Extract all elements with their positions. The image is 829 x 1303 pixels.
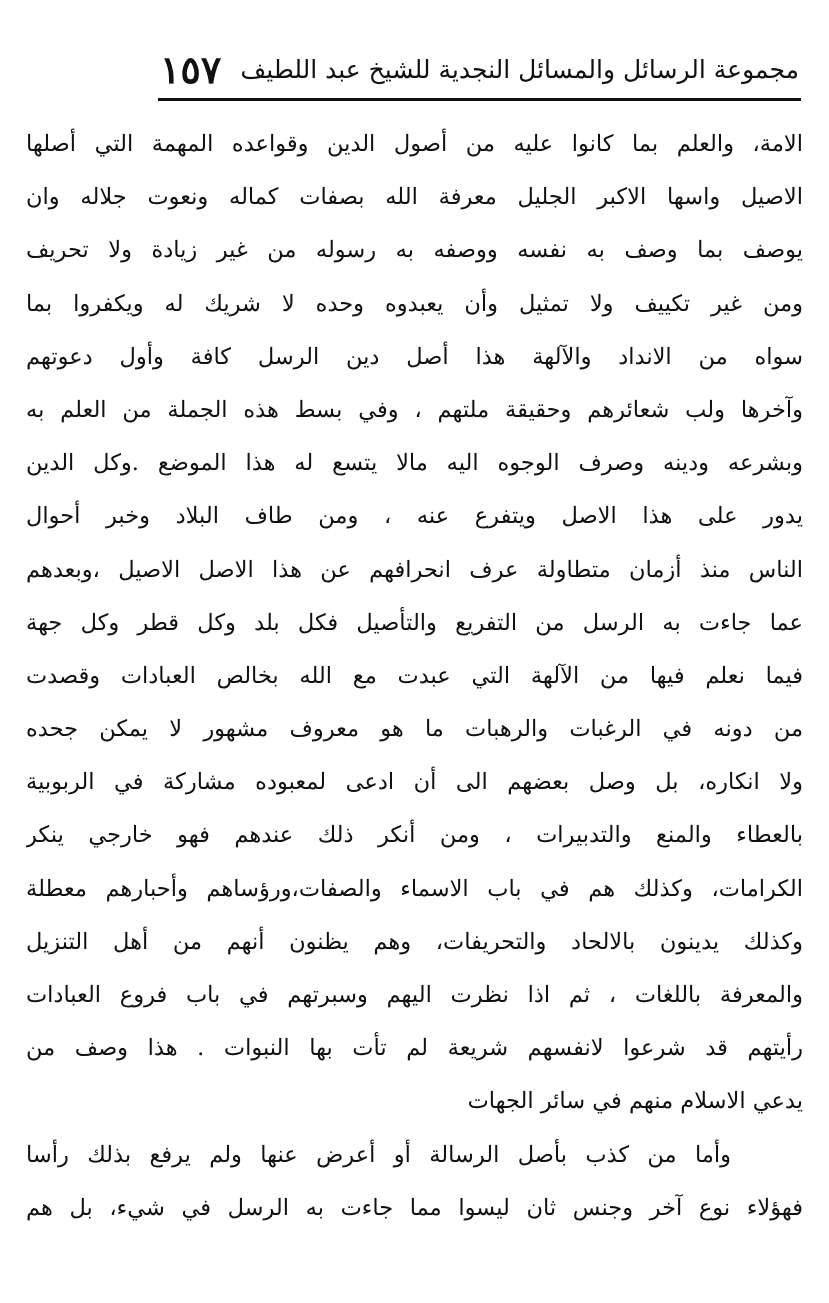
text-line: الامة، والعلم بما كانوا عليه من أصول الدين وقواعده المهمة التي أصلها <box>26 131 803 157</box>
text-line: من دونه في الرغبات والرهبات ما هو معروف مشهور لا يمكن جحده <box>26 716 803 743</box>
text-line: الناس منذ أزمان متطاولة عرف انحرافهم عن هذا الاصل الاصيل ،وبعدهم <box>26 556 803 583</box>
text-line: الاصيل واسها الاكبر الجليل معرفة الله بصفات كماله ونعوت جلاله وان <box>26 184 803 211</box>
text-line: وبشرعه ودينه وصرف الوجوه اليه مالا يتسع له هذا الموضع .وكل الدين <box>26 450 803 477</box>
text-line: رأيتهم قد شرعوا لانفسهم شريعة لم تأت بها النبوات . هذا وصف من <box>26 1035 803 1062</box>
page-number: ١٥٧ <box>160 46 222 92</box>
text-line: فيما نعلم فيها من الآلهة التي عبدت مع الله بخالص العبادات وقصدت <box>26 662 803 689</box>
text-line: يوصف بما وصف به نفسه ووصفه به رسوله من غير زيادة ولا تحريف <box>26 237 803 264</box>
text-line: عما جاءت به الرسل من التفريع والتأصيل فكل بلد وكل قطر وكل جهة <box>26 609 803 636</box>
text-line: وكذلك يدينون بالالحاد والتحريفات، وهم يظنون أنهم من أهل التنزيل <box>26 928 803 955</box>
page-header <box>160 40 799 98</box>
text-line: وآخرها ولب شعائرهم وحقيقة ملتهم ، وفي بسط هذه الجملة من العلم به <box>26 396 803 423</box>
body-text <box>26 118 803 1235</box>
text-line: الكرامات، وكذلك هم في باب الاسماء والصفات،ورؤساهم وأحبارهم معطلة <box>26 875 803 902</box>
text-line: سواه من الانداد والآلهة هذا أصل دين الرسل كافة وأول دعوتهم <box>26 343 803 370</box>
text-line: بالعطاء والمنع والتدبيرات ، ومن أنكر ذلك عندهم فهو خارجي ينكر <box>26 822 803 849</box>
text-line: يدور على هذا الاصل ويتفرع عنه ، ومن طاف البلاد وخبر أحوال <box>26 503 803 530</box>
text-line: والمعرفة باللغات ، ثم اذا نظرت اليهم وسبرتهم في باب فروع العبادات <box>26 982 803 1008</box>
running-header-title: مجموعة الرسائل والمسائل النجدية للشيخ عبد اللطيف <box>240 54 799 84</box>
paragraph-last-line: يدعي الاسلام منهم في سائر الجهات <box>467 1088 803 1115</box>
paragraph-first-line: وأما من كذب بأصل الرسالة أو أعرض عنها ولم يرفع بذلك رأسا <box>26 1141 731 1168</box>
text-line: فهؤلاء نوع آخر وجنس ثان ليسوا مما جاءت به الرسل في شيء، بل هم <box>26 1194 803 1221</box>
text-line: ولا انكاره، بل وصل بعضهم الى أن ادعى لمعبوده مشاركة في الربوبية <box>26 769 803 796</box>
text-line: ومن غير تكييف ولا تمثيل وأن يعبدوه وحده لا شريك له ويكفروا بما <box>26 290 803 317</box>
header-divider <box>158 98 801 101</box>
